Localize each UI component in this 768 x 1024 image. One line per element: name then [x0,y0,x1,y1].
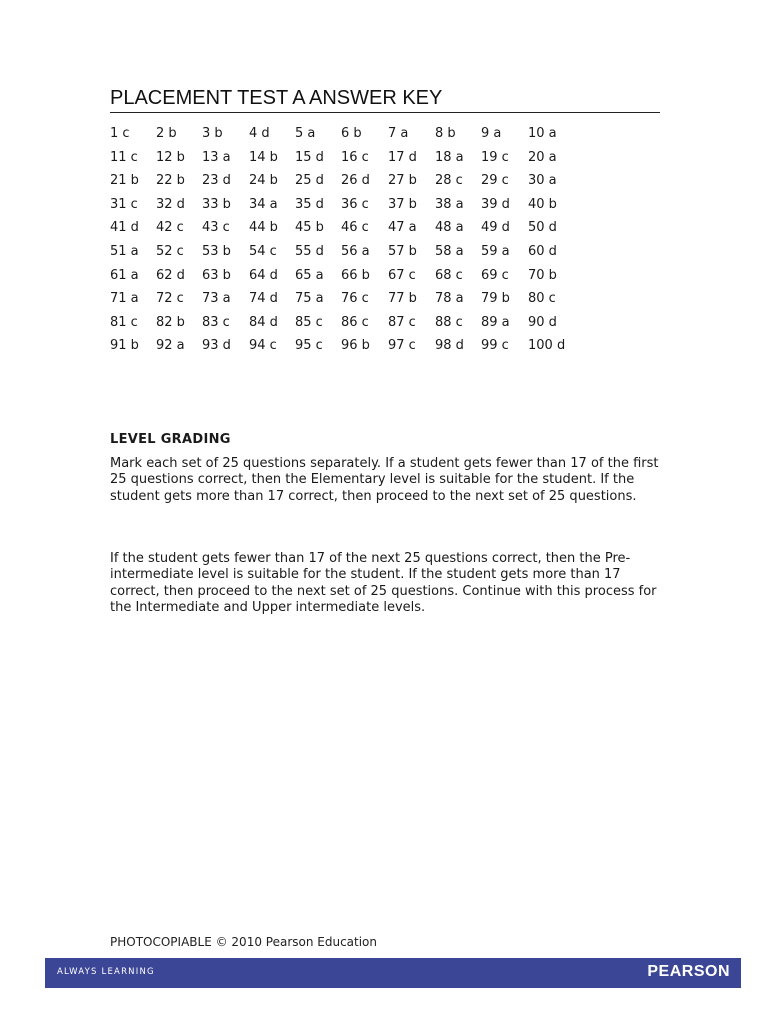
answer-cell: 95 c [295,338,323,354]
answer-cell: 35 d [295,196,324,212]
answer-cell: 52 c [156,243,184,259]
answer-cell: 93 d [202,338,231,354]
answer-cell: 100 d [528,338,566,354]
answer-cell: 65 a [295,267,324,283]
answer-cell: 85 c [295,314,323,330]
answer-cell: 18 a [435,149,464,165]
grading-paragraph-2: If the student gets fewer than 17 of the next 25 questions correct, then the Pre-intermediate level is suitable for the student. If the student gets more than 17 correct, then proceed to the next set of 25 questions. Continue with this process for the Intermediate and Upper intermediate levels. [110,551,657,616]
answer-cell: 83 c [202,314,230,330]
answer-cell: 63 b [202,267,231,283]
answer-cell: 19 c [481,149,509,165]
tagline: ALWAYS LEARNING [57,967,155,977]
answer-cell: 62 d [156,267,185,283]
answer-cell: 32 d [156,196,185,212]
answer-cell: 86 c [341,314,369,330]
answer-cell: 13 a [202,149,231,165]
answer-cell: 76 c [341,291,369,307]
answer-cell: 84 d [249,314,278,330]
answer-cell: 27 b [388,173,417,189]
answer-cell: 28 c [435,173,463,189]
answer-cell: 91 b [110,338,139,354]
answer-cell: 46 c [341,220,369,236]
answer-cell: 98 d [435,338,464,354]
answer-cell: 55 d [295,243,324,259]
answer-cell: 81 c [110,314,138,330]
grading-paragraph-1: Mark each set of 25 questions separately. If a student gets fewer than 17 of the first 25 questions correct, then the Elementary level is suitable for the student. If the student gets more than 17 correct, then proceed to the next set of 25 questions. [110,456,659,504]
answer-cell: 42 c [156,220,184,236]
answer-cell: 78 a [435,291,464,307]
answer-cell: 38 a [435,196,464,212]
answer-cell: 94 c [249,338,277,354]
answer-cell: 37 b [388,196,417,212]
answer-cell: 73 a [202,291,231,307]
answer-cell: 22 b [156,173,185,189]
answer-cell: 20 a [528,149,557,165]
answer-cell: 14 b [249,149,278,165]
answer-cell: 23 d [202,173,231,189]
level-grading-heading: LEVEL GRADING [110,432,231,447]
answer-cell: 97 c [388,338,416,354]
answer-cell: 70 b [528,267,557,283]
answer-cell: 4 d [249,126,270,141]
answer-cell: 3 b [202,126,223,141]
answer-cell: 31 c [110,196,138,212]
answer-cell: 71 a [110,291,139,307]
answer-cell: 41 d [110,220,139,236]
answer-cell: 48 a [435,220,464,236]
answer-cell: 79 b [481,291,510,307]
answer-cell: 17 d [388,149,417,165]
answer-cell: 99 c [481,338,509,354]
answer-cell: 11 c [110,149,138,165]
answer-cell: 54 c [249,243,277,259]
answer-cell: 92 a [156,338,185,354]
answer-cell: 10 a [528,126,557,141]
answer-cell: 77 b [388,291,417,307]
answer-cell: 96 b [341,338,370,354]
answer-cell: 47 a [388,220,417,236]
answer-cell: 49 d [481,220,510,236]
answer-cell: 1 c [110,126,130,141]
answer-cell: 72 c [156,291,184,307]
answer-cell: 61 a [110,267,139,283]
answer-cell: 25 d [295,173,324,189]
answer-cell: 40 b [528,196,557,212]
answer-cell: 57 b [388,243,417,259]
answer-cell: 59 a [481,243,510,259]
answer-cell: 24 b [249,173,278,189]
answer-cell: 43 c [202,220,230,236]
answer-cell: 39 d [481,196,510,212]
answer-cell: 2 b [156,126,177,141]
answer-cell: 80 c [528,291,556,307]
pearson-logo: PEARSON [647,963,730,980]
answer-cell: 67 c [388,267,416,283]
answer-cell: 88 c [435,314,463,330]
answer-cell: 75 a [295,291,324,307]
answer-cell: 45 b [295,220,324,236]
answer-cell: 87 c [388,314,416,330]
answer-cell: 15 d [295,149,324,165]
answer-cell: 64 d [249,267,278,283]
answer-cell: 53 b [202,243,231,259]
answer-cell: 44 b [249,220,278,236]
answer-cell: 5 a [295,126,316,141]
copyright-notice: PHOTOCOPIABLE © 2010 Pearson Education [110,935,378,949]
answer-cell: 34 a [249,196,278,212]
pearson-brand-bar [45,958,741,988]
answer-cell: 58 a [435,243,464,259]
answer-cell: 21 b [110,173,139,189]
answer-cell: 50 d [528,220,557,236]
answer-cell: 56 a [341,243,370,259]
answer-cell: 66 b [341,267,370,283]
answer-cell: 90 d [528,314,557,330]
answer-cell: 51 a [110,243,139,259]
answer-cell: 29 c [481,173,509,189]
answer-cell: 30 a [528,173,557,189]
answer-cell: 33 b [202,196,231,212]
answer-cell: 69 c [481,267,509,283]
answer-cell: 9 a [481,126,502,141]
answer-cell: 68 c [435,267,463,283]
answer-cell: 26 d [341,173,370,189]
answer-cell: 36 c [341,196,369,212]
answer-cell: 6 b [341,126,362,141]
answer-cell: 7 a [388,126,409,141]
answer-cell: 89 a [481,314,510,330]
answer-cell: 60 d [528,243,557,259]
answer-cell: 16 c [341,149,369,165]
answer-cell: 12 b [156,149,185,165]
answer-cell: 82 b [156,314,185,330]
page-title: PLACEMENT TEST A ANSWER KEY [110,86,660,113]
answer-cell: 8 b [435,126,456,141]
answer-cell: 74 d [249,291,278,307]
